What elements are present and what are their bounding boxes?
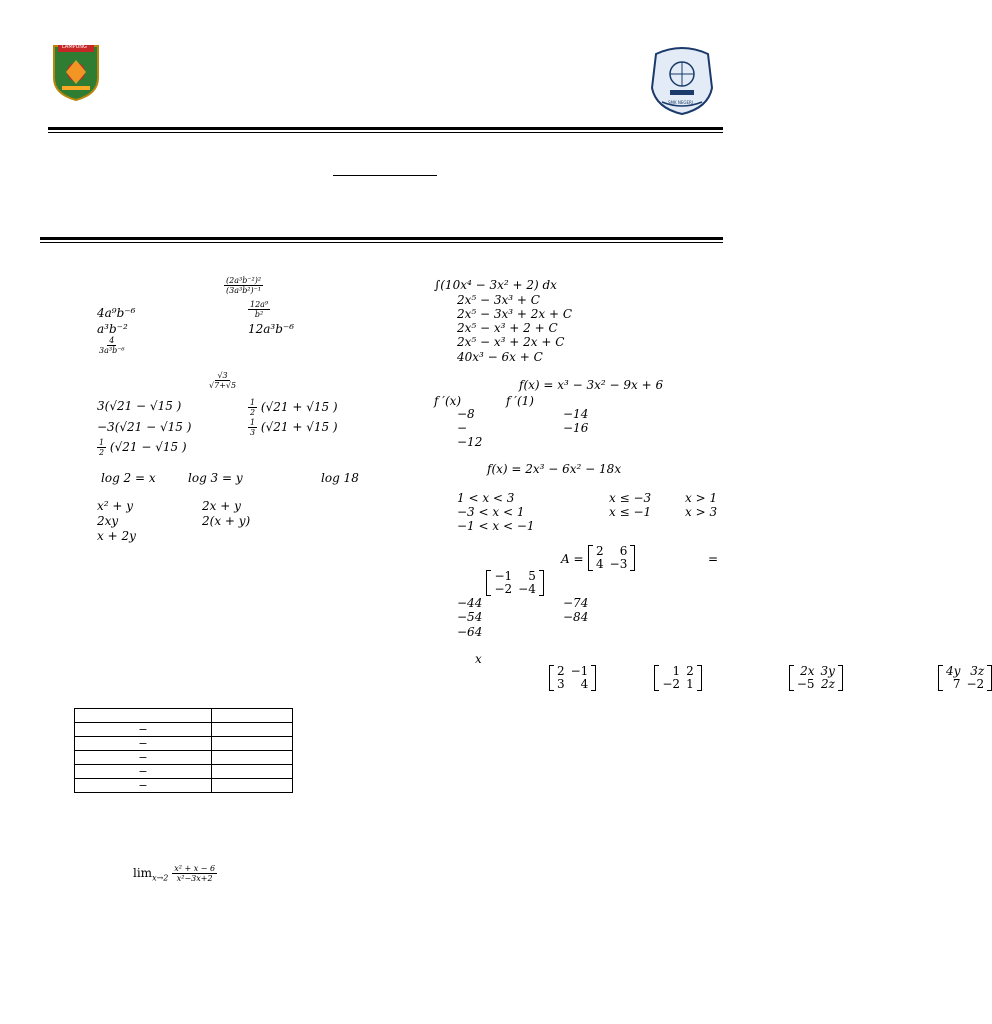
matrix-variable-x: x xyxy=(475,652,482,666)
q3-given-log3: log 3 = y xyxy=(188,471,243,485)
lampung-logo-text: LAMPUNG xyxy=(62,44,87,50)
table-row: − xyxy=(75,737,293,751)
q1-option-e-fraction: $\frac{4}{\text{3a³b⁻⁶}}$ xyxy=(99,336,125,355)
interval-option-g: −1 < x < −1 xyxy=(457,519,535,533)
q2-expression: $\frac{√3}{√7+√5}$ xyxy=(209,371,237,390)
matrix-4: 4y 3z 7 −2 xyxy=(938,665,992,691)
matrix-option-c: −54 xyxy=(457,610,483,624)
table-row xyxy=(75,709,293,723)
q3-option-c: 2xy xyxy=(97,514,119,528)
title-underline xyxy=(333,175,437,176)
derivative-option-e: −12 xyxy=(457,435,483,449)
derivative-option-a: −8 xyxy=(457,407,475,421)
integral-option-b: 2x⁵ − 3x³ + 2x + C xyxy=(457,307,573,321)
matrix-2: 1 2 −2 1 xyxy=(654,665,701,691)
interval-option-a: 1 < x < 3 xyxy=(457,491,515,505)
q2-option-e: $\frac{1}{2}$ (√21 − √15 ) xyxy=(99,438,187,457)
q1-expression: $\frac{\text{(2a³b⁻²)²}}{\text{(3a³b²)⁻¹}}$ xyxy=(226,276,262,295)
header-rule-top-thin xyxy=(48,132,723,133)
q1-option-b-fraction: $\frac{\text{12a⁹}}{\text{b²}}$ xyxy=(250,300,269,319)
integral-option-e: 40x³ − 6x + C xyxy=(457,350,543,364)
interval-option-c: x > 1 xyxy=(685,491,718,505)
q3-given-log18: log 18 xyxy=(321,471,359,485)
q3-option-b: 2x + y xyxy=(202,499,241,513)
integral-option-d: 2x⁵ − x³ + 2x + C xyxy=(457,335,565,349)
q2-option-c: −3(√21 − √15 ) xyxy=(97,420,192,434)
q3-option-d: 2(x + y) xyxy=(202,514,251,528)
header-rule-top xyxy=(48,127,723,130)
q2-option-a: 3(√21 − √15 ) xyxy=(97,399,182,413)
derivative-fprime: f ′(x) xyxy=(434,394,462,408)
school-logo xyxy=(648,44,716,116)
interval-option-b: x ≤ −3 xyxy=(609,491,652,505)
integral-option-c: 2x⁵ − x³ + 2 + C xyxy=(457,321,558,335)
matrix-option-d: −84 xyxy=(563,610,589,624)
q2-option-d: $\frac{1}{3}$ (√21 + √15 ) xyxy=(250,418,338,437)
table-row: − xyxy=(75,779,293,793)
q2-option-b: $\frac{1}{2}$ (√21 + √15 ) xyxy=(250,398,338,417)
limit-expression: $\lim_{x\to 2}$ $\frac{\text{x² + x − 6}}{\text{x²−3x+2}}$ xyxy=(133,864,216,883)
matrix-equals: = xyxy=(708,552,719,566)
integral-question: ∫(10x⁴ − 3x² + 2) dx xyxy=(434,278,557,292)
q3-given-log2: log 2 = x xyxy=(101,471,156,485)
table-row: − xyxy=(75,751,293,765)
q1-option-d: 12a³b⁻⁶ xyxy=(248,322,295,336)
header-rule-bottom xyxy=(40,237,723,240)
matrix-a: 2 6 4 −3 xyxy=(588,545,635,571)
matrix-1: 2 −1 3 4 xyxy=(549,665,596,691)
matrix-a-label: A = xyxy=(561,552,584,566)
interval-option-e: x ≤ −1 xyxy=(609,505,652,519)
q3-option-a: x² + y xyxy=(97,499,134,513)
interval-option-f: x > 3 xyxy=(685,505,718,519)
q1-option-a: 4a⁹b⁻⁶ xyxy=(97,306,136,320)
interval-function: f(x) = 2x³ − 6x² − 18x xyxy=(487,462,622,476)
derivative-option-c: − xyxy=(457,421,468,435)
matrix-option-a: −44 xyxy=(457,596,483,610)
q3-option-e: x + 2y xyxy=(97,529,136,543)
derivative-option-b: −14 xyxy=(563,407,589,421)
derivative-function: f(x) = x³ − 3x² − 9x + 6 xyxy=(519,378,664,392)
matrix-b: −1 5 −2 −4 xyxy=(486,570,543,596)
integral-option-a: 2x⁵ − 3x³ + C xyxy=(457,293,540,307)
lampung-logo xyxy=(52,42,100,102)
table-row: − xyxy=(75,723,293,737)
table-row: − xyxy=(75,765,293,779)
school-logo-text: SMK NEGERI xyxy=(668,100,693,105)
data-table xyxy=(74,708,293,793)
matrix-option-e: −64 xyxy=(457,625,483,639)
derivative-fprime1: f ′(1) xyxy=(506,394,534,408)
matrix-option-b: −74 xyxy=(563,596,589,610)
matrix-3: 2x 3y −5 2z xyxy=(789,665,843,691)
interval-option-d: −3 < x < 1 xyxy=(457,505,525,519)
derivative-option-d: −16 xyxy=(563,421,589,435)
q1-option-c: a³b⁻² xyxy=(97,322,128,336)
header-rule-bottom-thin xyxy=(40,242,723,243)
